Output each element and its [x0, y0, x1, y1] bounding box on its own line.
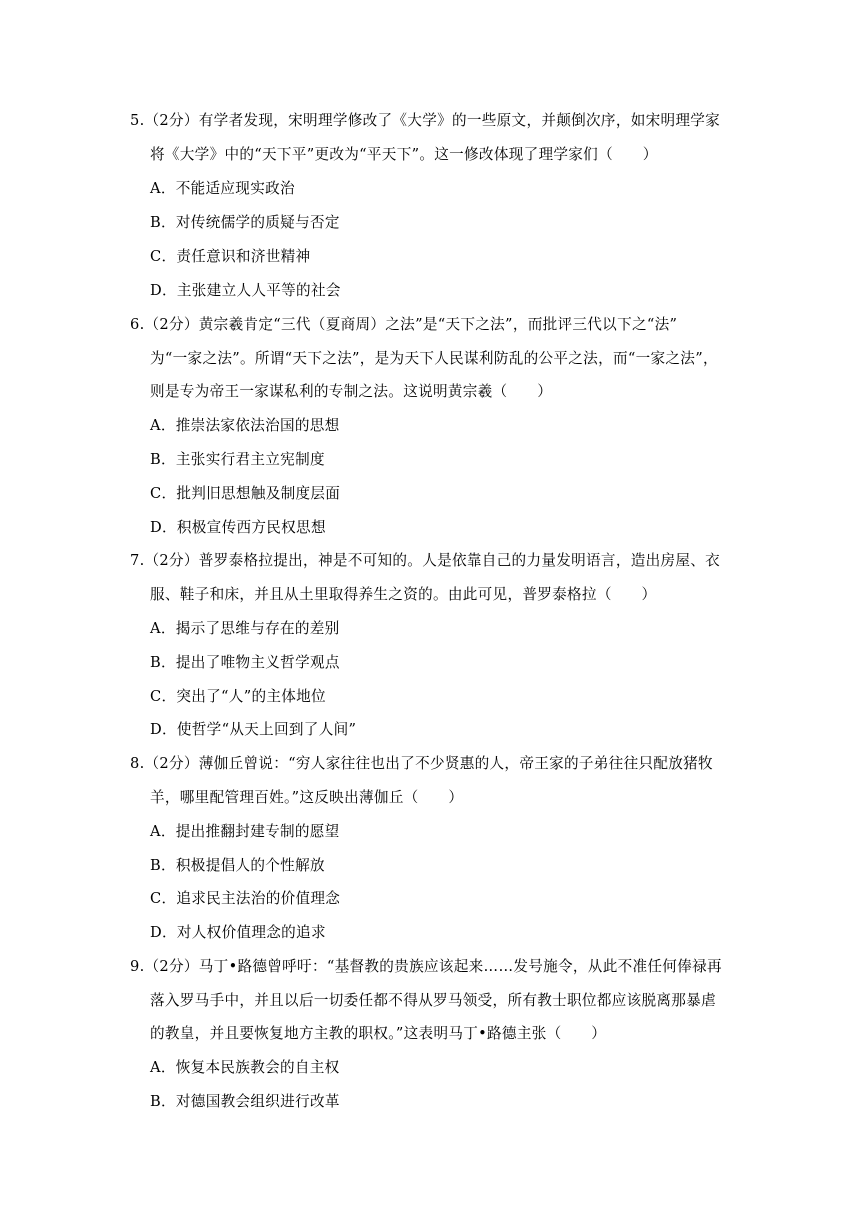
question-5-option-a: A．不能适应现实政治 [150, 180, 295, 197]
question-9-stem-line-3: 的教皇，并且要恢复地方主教的职权。”这表明马丁•路德主张（ ） [150, 1025, 607, 1042]
question-8-stem-line-2: 羊，哪里配管理百姓。”这反映出薄伽丘（ ） [150, 789, 464, 806]
question-9-stem-line-1: 9.（2分）马丁•路德曾呼吁：“基督教的贵族应该起来……发号施令，从此不准任何俸禄再 [130, 958, 722, 975]
question-7-stem-line-2: 服、鞋子和床，并且从土里取得养生之资的。由此可见，普罗泰格拉（ ） [150, 586, 657, 603]
question-5-stem-line-2: 将《大学》中的“天下平”更改为“平天下”。这一修改体现了理学家们（ ） [150, 146, 658, 163]
question-8-stem-line-1: 8.（2分）薄伽丘曾说：“穷人家往往也出了不少贤惠的人，帝王家的子弟往往只配放猪牧 [130, 755, 713, 772]
question-8-option-a: A．提出推翻封建专制的愿望 [150, 823, 340, 840]
question-9-stem-line-2: 落入罗马手中，并且以后一切委任都不得从罗马领受，所有教士职位都应该脱离那暴虐 [150, 992, 716, 1009]
question-6-option-d: D．积极宣传西方民权思想 [150, 519, 326, 536]
question-6-stem-line-2: 为“一家之法”。所谓“天下之法”，是为天下人民谋利防乱的公平之法，而“一家之法”， [150, 350, 718, 367]
question-7-option-c: C．突出了“人”的主体地位 [150, 688, 326, 705]
question-9-option-b: B．对德国教会组织进行改革 [150, 1093, 340, 1110]
question-5-stem-line-1: 5.（2分）有学者发现，宋明理学修改了《大学》的一些原文，并颠倒次序，如宋明理学家 [130, 112, 721, 129]
question-6-option-a: A．推崇法家依法治国的思想 [150, 417, 340, 434]
question-6-stem-line-3: 则是专为帝王一家谋私利的专制之法。这说明黄宗羲（ ） [150, 383, 553, 400]
question-8-option-b: B．积极提倡人的个性解放 [150, 857, 325, 874]
question-8-option-c: C．追求民主法治的价值理念 [150, 890, 341, 907]
question-5-option-b: B．对传统儒学的质疑与否定 [150, 214, 340, 231]
question-9-option-a: A．恢复本民族教会的自主权 [150, 1059, 340, 1076]
question-8-option-d: D．对人权价值理念的追求 [150, 924, 326, 941]
question-7-option-b: B．提出了唯物主义哲学观点 [150, 654, 340, 671]
question-5-option-c: C．责任意识和济世精神 [150, 248, 311, 265]
question-6-option-c: C．批判旧思想触及制度层面 [150, 485, 341, 502]
question-5-option-d: D．主张建立人人平等的社会 [150, 282, 341, 299]
question-7-option-d: D．使哲学“从天上回到了人间” [150, 721, 357, 738]
question-7-option-a: A．揭示了思维与存在的差别 [150, 620, 340, 637]
question-6-option-b: B．主张实行君主立宪制度 [150, 451, 325, 468]
question-6-stem-line-1: 6.（2分）黄宗羲肯定“三代（夏商周）之法”是“天下之法”，而批评三代以下之“法” [130, 316, 678, 333]
question-7-stem-line-1: 7.（2分）普罗泰格拉提出，神是不可知的。人是依靠自己的力量发明语言，造出房屋、衣 [130, 552, 721, 569]
